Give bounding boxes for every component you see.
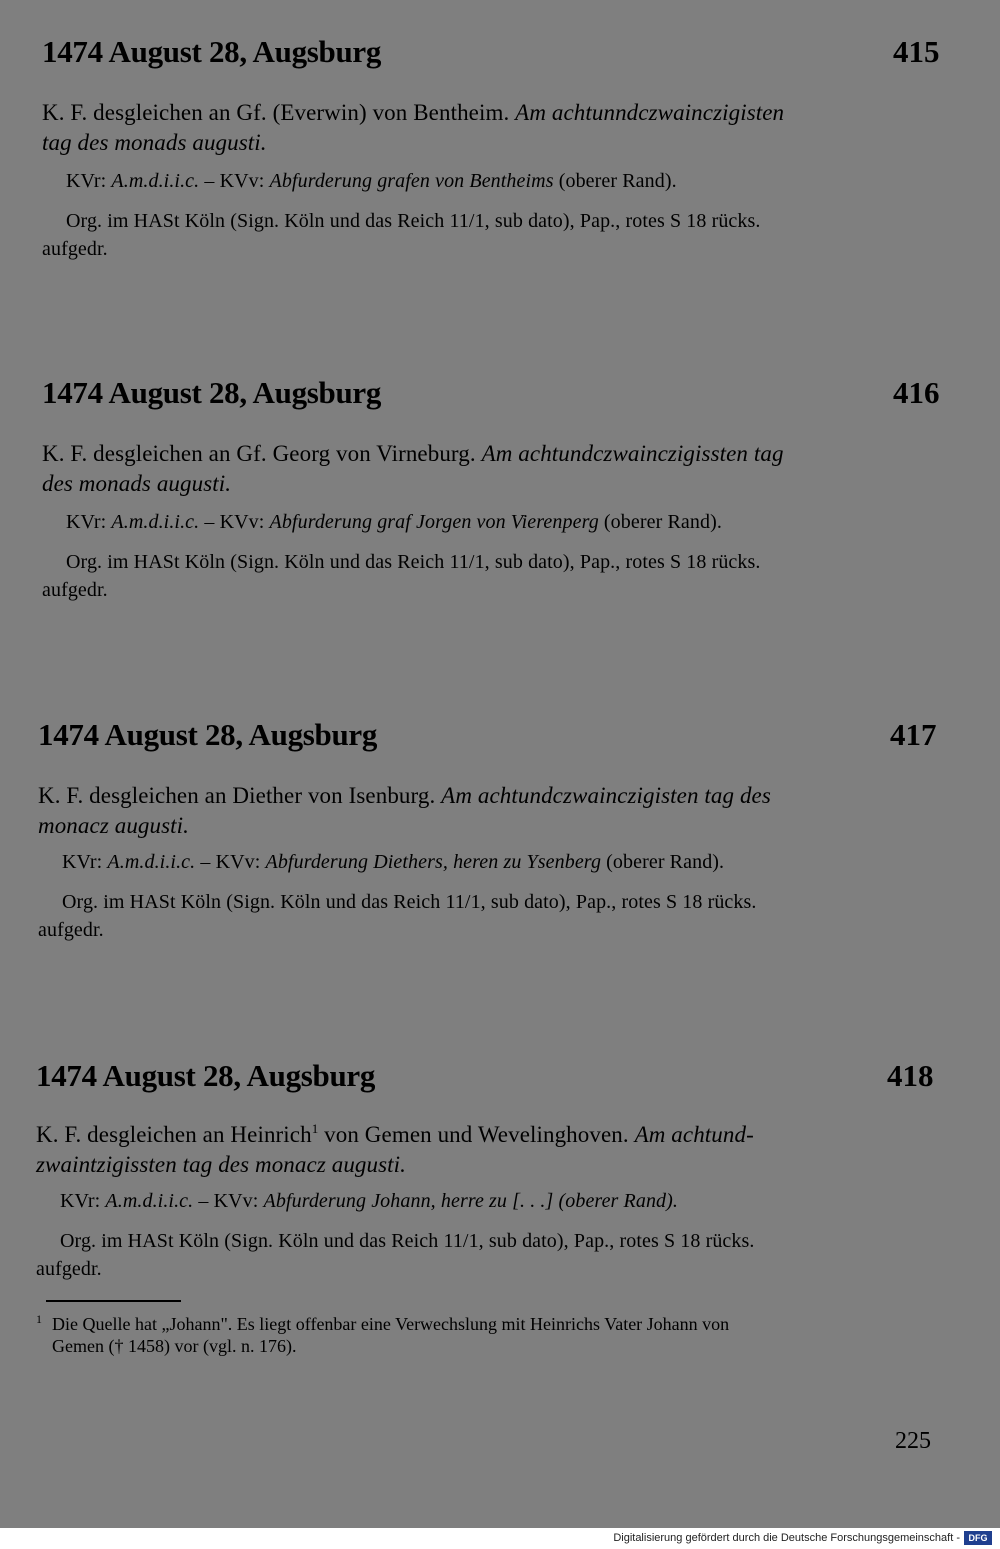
kvv-label: – KVv:	[195, 851, 266, 873]
kvv-suffix: (oberer Rand).	[598, 511, 722, 533]
entry-source-line-1: Org. im HASt Köln (Sign. Köln und das Reich 11/1, sub dato), Pap., rotes S 18 rücks.	[60, 1230, 755, 1252]
entry-quote: Am achtundczwainczigisten tag des	[441, 783, 771, 808]
footnote-line-1: Die Quelle hat „Johann". Es liegt offenbar eine Verwechslung mit Heinrichs Vater Johann von	[52, 1314, 730, 1334]
entry-quote: Am achtundczwainczigissten tag	[481, 441, 784, 466]
kvr-value: A.m.d.i.i.c.	[105, 1190, 194, 1212]
kvv-value: Abfurderung grafen von Bentheims	[269, 170, 554, 192]
entry-quote: Am achtunndczwainczigisten	[515, 100, 785, 125]
entry-source-line-1: Org. im HASt Köln (Sign. Köln und das Reich 11/1, sub dato), Pap., rotes S 18 rücks.	[66, 551, 761, 573]
entry-source-line-2: aufgedr.	[36, 1258, 102, 1280]
entry-text-line-1	[42, 100, 784, 126]
entry-quote: Am achtund-	[634, 1122, 754, 1147]
entry-text-line-2: des monads augusti.	[42, 471, 232, 496]
entry-kv-line	[66, 511, 722, 534]
entry-text-line-2: monacz augusti.	[38, 813, 189, 838]
footnote-divider	[46, 1300, 181, 1302]
kvr-label: KVr:	[66, 511, 112, 533]
entry-heading: 1474 August 28, Augsburg	[42, 375, 382, 410]
entry-text: K. F. desgleichen an Heinrich	[36, 1122, 312, 1147]
footer-credit: Digitalisierung gefördert durch die Deutsche Forschungsgemeinschaft -	[613, 1532, 960, 1544]
kvv-label: – KVv:	[193, 1190, 264, 1212]
entry-source-line-2: aufgedr.	[42, 579, 108, 601]
kvv-suffix: (oberer Rand).	[553, 170, 677, 192]
kvv-label: – KVv:	[199, 170, 270, 192]
entry-text-cont: von Gemen und Wevelinghoven.	[318, 1122, 635, 1147]
entry-source-line-1: Org. im HASt Köln (Sign. Köln und das Reich 11/1, sub dato), Pap., rotes S 18 rücks.	[62, 891, 757, 913]
footer-bar	[0, 1528, 1000, 1549]
entry-number: 416	[893, 375, 940, 410]
footnote-mark: 1	[36, 1312, 42, 1326]
kvr-label: KVr:	[62, 851, 108, 873]
entry-number: 417	[890, 717, 937, 752]
entry-text-line-2: tag des monads augusti.	[42, 130, 267, 155]
kvr-value: A.m.d.i.i.c.	[111, 511, 200, 533]
kvr-label: KVr:	[66, 170, 112, 192]
kvv-suffix: (oberer Rand).	[601, 851, 725, 873]
entry-number: 415	[893, 34, 940, 69]
kvv-value: Abfurderung graf Jorgen von Vierenperg	[269, 511, 599, 533]
entry-text-line-1	[36, 1122, 754, 1148]
entry-heading: 1474 August 28, Augsburg	[42, 34, 382, 69]
kvv-value: Abfurderung Johann, herre zu [. . .] (oberer Rand).	[263, 1190, 679, 1212]
kvr-value: A.m.d.i.i.c.	[111, 170, 200, 192]
entry-text-line-1	[38, 783, 771, 809]
entry-heading: 1474 August 28, Augsburg	[38, 717, 378, 752]
entry-text-line-2: zwaintzigissten tag des monacz augusti.	[36, 1152, 407, 1177]
entry-number: 418	[887, 1058, 934, 1093]
kvr-value: A.m.d.i.i.c.	[107, 851, 196, 873]
kvr-label: KVr:	[60, 1190, 106, 1212]
entry-text: K. F. desgleichen an Diether von Isenburg.	[38, 783, 442, 808]
entry-heading: 1474 August 28, Augsburg	[36, 1058, 376, 1093]
kvv-label: – KVv:	[199, 511, 270, 533]
footnote-reference[interactable]: 1	[311, 1121, 319, 1136]
dfg-logo-icon[interactable]: DFG	[964, 1531, 992, 1545]
entry-kv-line	[66, 170, 677, 193]
entry-kv-line	[60, 1190, 678, 1213]
kvv-value: Abfurderung Diethers, heren zu Ysenberg	[265, 851, 602, 873]
entry-source-line-2: aufgedr.	[42, 238, 108, 260]
entry-text: K. F. desgleichen an Gf. Georg von Virneburg.	[42, 441, 482, 466]
entry-source-line-1: Org. im HASt Köln (Sign. Köln und das Reich 11/1, sub dato), Pap., rotes S 18 rücks.	[66, 210, 761, 232]
entry-text: K. F. desgleichen an Gf. (Everwin) von Bentheim.	[42, 100, 516, 125]
footnote-line-2: Gemen († 1458) vor (vgl. n. 176).	[52, 1336, 297, 1356]
entry-kv-line	[62, 851, 724, 874]
page-number: 225	[895, 1428, 931, 1454]
entry-source-line-2: aufgedr.	[38, 919, 104, 941]
entry-text-line-1	[42, 441, 784, 467]
